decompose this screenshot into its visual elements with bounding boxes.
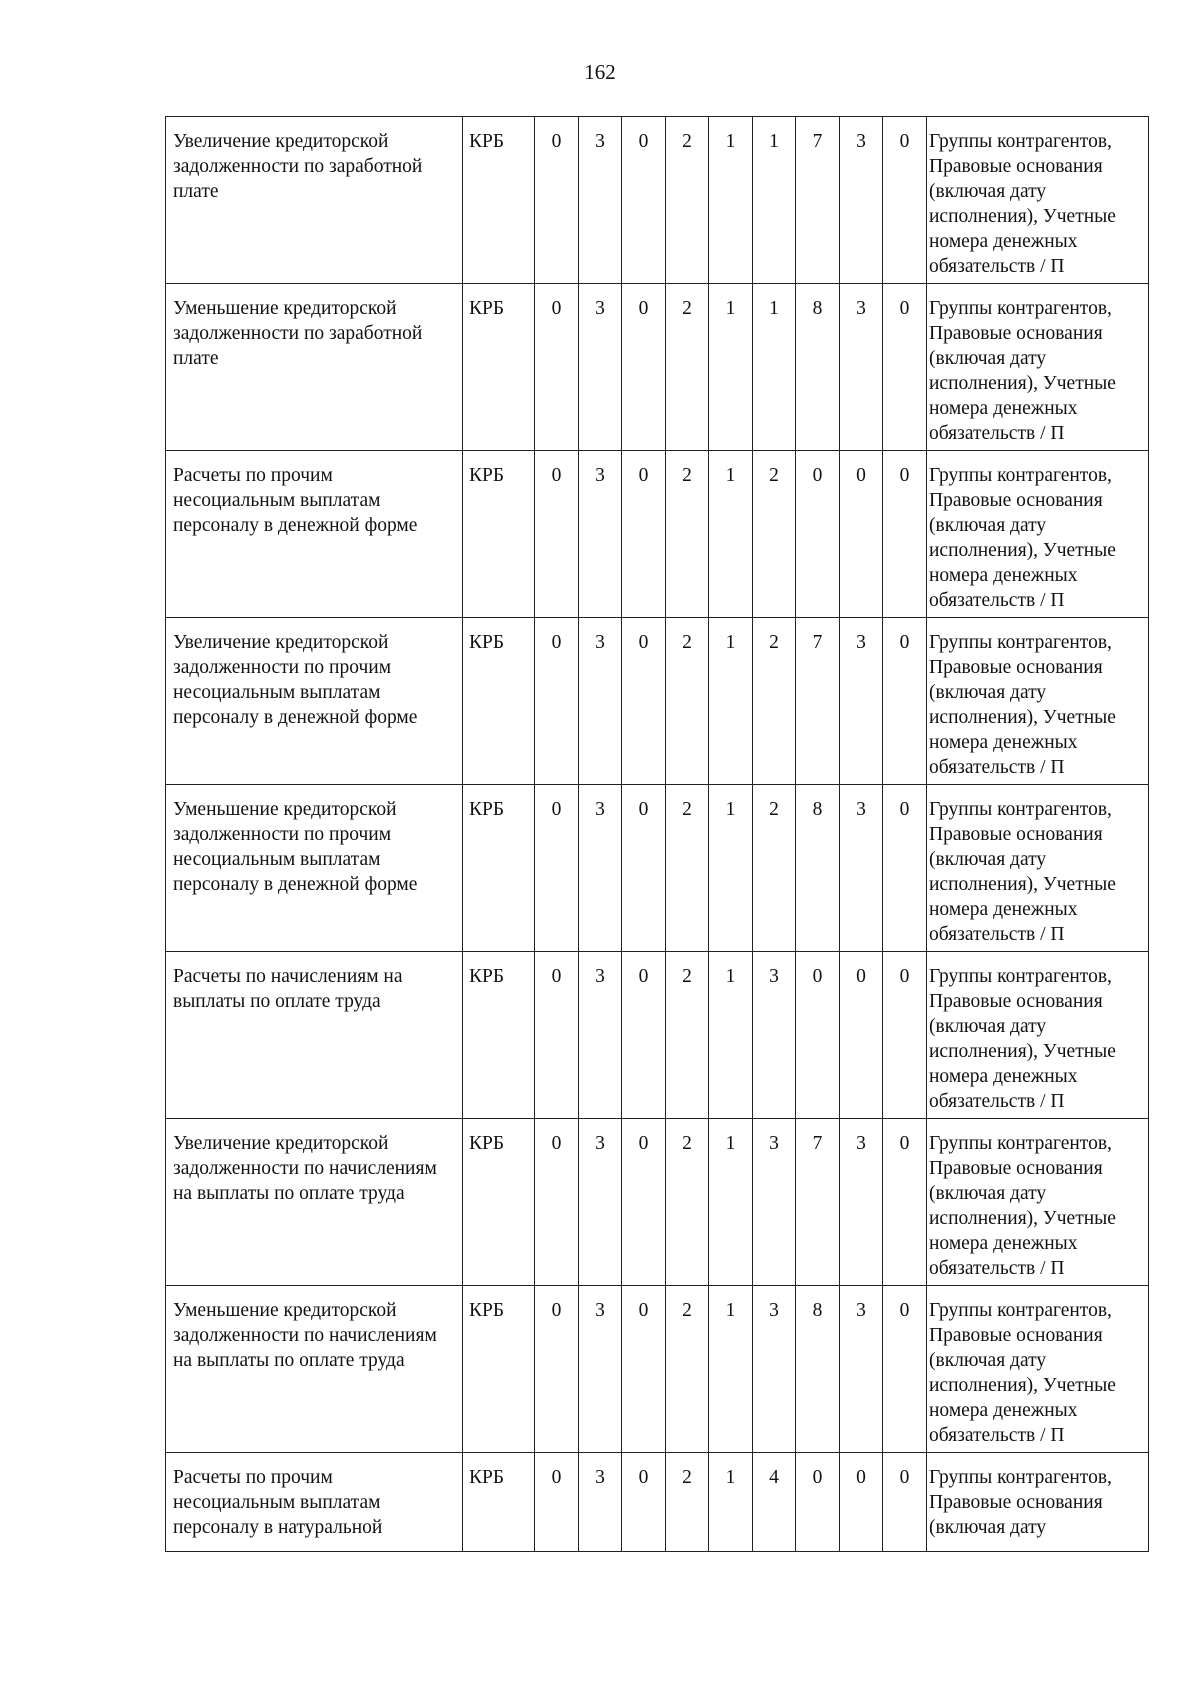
code-digit: 0	[883, 952, 927, 1119]
account-type: КРБ	[463, 284, 535, 451]
account-name: Увеличение кредиторской задолженности по прочим несоциальным выплатам персоналу в денежной форме	[166, 618, 463, 785]
code-digit: 3	[579, 952, 622, 1119]
code-digit: 7	[796, 117, 840, 284]
table-row	[166, 117, 1149, 284]
analytics-text: Группы контрагентов, Правовые основания (включая дату исполнения), Учетные номера денежных обязательств / П	[927, 284, 1149, 451]
analytics-text: Группы контрагентов, Правовые основания (включая дату исполнения), Учетные номера денежных обязательств / П	[927, 1286, 1149, 1453]
code-digit: 0	[883, 117, 927, 284]
code-digit: 0	[535, 1286, 579, 1453]
code-digit: 3	[840, 1119, 883, 1286]
code-digit: 0	[883, 1119, 927, 1286]
table-row	[166, 1119, 1149, 1286]
code-digit: 3	[579, 117, 622, 284]
analytics-text: Группы контрагентов, Правовые основания (включая дату исполнения), Учетные номера денежных обязательств / П	[927, 1119, 1149, 1286]
account-name: Расчеты по начислениям на выплаты по оплате труда	[166, 952, 463, 1119]
code-digit: 0	[883, 284, 927, 451]
code-digit: 0	[622, 785, 666, 952]
code-digit: 0	[883, 785, 927, 952]
code-digit: 3	[840, 1286, 883, 1453]
page-number: 162	[584, 60, 616, 84]
analytics-text: Группы контрагентов, Правовые основания (включая дату исполнения), Учетные номера денежных обязательств / П	[927, 785, 1149, 952]
code-digit: 0	[535, 952, 579, 1119]
code-digit: 0	[883, 618, 927, 785]
account-name-text: Расчеты по прочим несоциальным выплатам персоналу в натуральной	[173, 1467, 383, 1538]
code-digit: 7	[796, 618, 840, 785]
code-digit: 3	[579, 1119, 622, 1286]
code-digit: 0	[622, 618, 666, 785]
code-digit: 0	[796, 451, 840, 618]
code-digit: 1	[753, 117, 796, 284]
code-digit: 3	[579, 785, 622, 952]
code-digit: 0	[622, 952, 666, 1119]
code-digit: 0	[535, 1119, 579, 1286]
account-name: Уменьшение кредиторской задолженности по прочим несоциальным выплатам персоналу в денежной форме	[166, 785, 463, 952]
code-digit: 1	[709, 785, 753, 952]
code-digit: 2	[666, 1453, 709, 1552]
code-digit: 0	[840, 451, 883, 618]
code-digit: 1	[709, 1286, 753, 1453]
code-digit: 0	[622, 451, 666, 618]
analytics-text	[927, 1453, 1149, 1552]
code-digit: 2	[666, 785, 709, 952]
code-digit: 2	[666, 1286, 709, 1453]
code-digit: 3	[579, 1286, 622, 1453]
account-name	[166, 1453, 463, 1552]
account-name: Увеличение кредиторской задолженности по начислениям на выплаты по оплате труда	[166, 1119, 463, 1286]
code-digit: 0	[796, 1453, 840, 1552]
code-digit: 2	[666, 451, 709, 618]
code-digit: 0	[622, 117, 666, 284]
analytics-text-clip: Группы контрагентов, Правовые основания (включая дату	[929, 1467, 1112, 1538]
code-digit: 2	[666, 618, 709, 785]
code-digit: 0	[535, 451, 579, 618]
code-digit: 2	[666, 284, 709, 451]
code-digit: 1	[709, 1119, 753, 1286]
code-digit: 4	[753, 1453, 796, 1552]
code-digit: 8	[796, 284, 840, 451]
code-digit: 0	[535, 117, 579, 284]
table-row	[166, 1453, 1149, 1552]
account-name: Расчеты по прочим несоциальным выплатам персоналу в денежной форме	[166, 451, 463, 618]
table-row	[166, 952, 1149, 1119]
code-digit: 2	[753, 785, 796, 952]
code-digit: 1	[753, 284, 796, 451]
code-digit: 8	[796, 1286, 840, 1453]
account-type: КРБ	[463, 1286, 535, 1453]
code-digit: 0	[883, 1286, 927, 1453]
code-digit: 3	[753, 1119, 796, 1286]
account-name: Уменьшение кредиторской задолженности по заработной плате	[166, 284, 463, 451]
code-digit: 1	[709, 451, 753, 618]
code-digit: 3	[579, 1453, 622, 1552]
code-digit: 1	[709, 952, 753, 1119]
code-digit: 7	[796, 1119, 840, 1286]
code-digit: 2	[666, 1119, 709, 1286]
code-digit: 2	[666, 117, 709, 284]
account-name: Уменьшение кредиторской задолженности по начислениям на выплаты по оплате труда	[166, 1286, 463, 1453]
code-digit: 3	[840, 117, 883, 284]
account-name: Увеличение кредиторской задолженности по заработной плате	[166, 117, 463, 284]
code-digit: 0	[840, 1453, 883, 1552]
code-digit: 8	[796, 785, 840, 952]
code-digit: 2	[666, 952, 709, 1119]
code-digit: 2	[753, 618, 796, 785]
analytics-text: Группы контрагентов, Правовые основания (включая дату исполнения), Учетные номера денежных обязательств / П	[927, 451, 1149, 618]
code-digit: 0	[622, 284, 666, 451]
account-type: КРБ	[463, 952, 535, 1119]
code-digit: 0	[535, 284, 579, 451]
code-digit: 0	[883, 1453, 927, 1552]
account-type: КРБ	[463, 1119, 535, 1286]
code-digit: 1	[709, 284, 753, 451]
code-digit: 2	[753, 451, 796, 618]
code-digit: 1	[709, 117, 753, 284]
table-row	[166, 1286, 1149, 1453]
code-digit: 0	[535, 785, 579, 952]
table-row	[166, 618, 1149, 785]
accounts-table	[165, 116, 1149, 1552]
account-type: КРБ	[463, 117, 535, 284]
code-digit: 0	[622, 1119, 666, 1286]
code-digit: 0	[840, 952, 883, 1119]
code-digit: 0	[535, 1453, 579, 1552]
code-digit: 3	[579, 451, 622, 618]
analytics-text: Группы контрагентов, Правовые основания (включая дату исполнения), Учетные номера денежных обязательств / П	[927, 117, 1149, 284]
account-type: КРБ	[463, 785, 535, 952]
code-digit: 0	[622, 1286, 666, 1453]
code-digit: 1	[709, 1453, 753, 1552]
table-row	[166, 284, 1149, 451]
table-row	[166, 451, 1149, 618]
code-digit: 3	[840, 284, 883, 451]
analytics-text: Группы контрагентов, Правовые основания (включая дату исполнения), Учетные номера денежных обязательств / П	[927, 952, 1149, 1119]
code-digit: 3	[840, 785, 883, 952]
analytics-text: Группы контрагентов, Правовые основания (включая дату исполнения), Учетные номера денежных обязательств / П	[927, 618, 1149, 785]
account-type: КРБ	[463, 1453, 535, 1552]
code-digit: 3	[840, 618, 883, 785]
code-digit: 3	[579, 618, 622, 785]
table-row	[166, 785, 1149, 952]
code-digit: 3	[579, 284, 622, 451]
code-digit: 0	[622, 1453, 666, 1552]
code-digit: 3	[753, 952, 796, 1119]
code-digit: 0	[796, 952, 840, 1119]
code-digit: 3	[753, 1286, 796, 1453]
account-type: КРБ	[463, 451, 535, 618]
account-type: КРБ	[463, 618, 535, 785]
code-digit: 0	[535, 618, 579, 785]
code-digit: 0	[883, 451, 927, 618]
code-digit: 1	[709, 618, 753, 785]
